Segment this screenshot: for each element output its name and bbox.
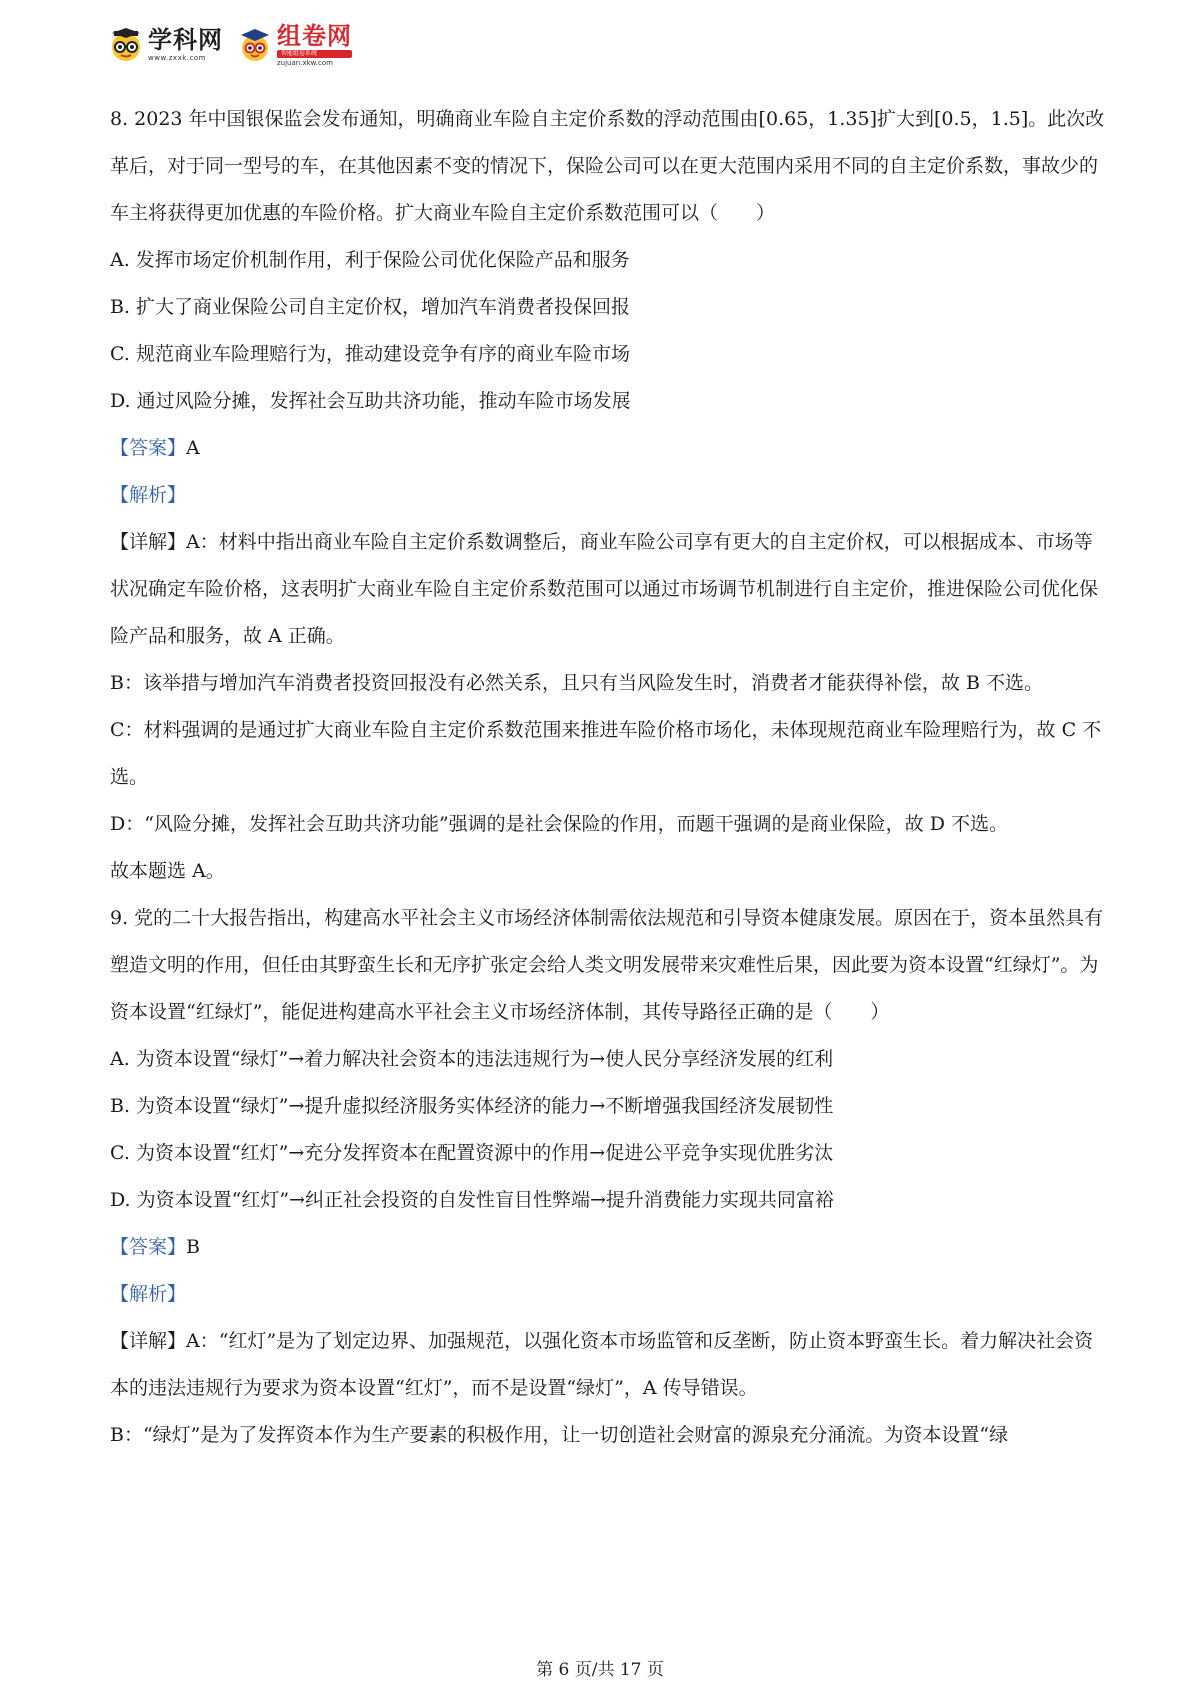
question-9-option-d: D. 为资本设置“红灯”→纠正社会投资的自发性盲目性弊端→提升消费能力实现共同富裕 — [110, 1189, 834, 1211]
question-8-conclusion: 故本题选 A。 — [110, 860, 225, 882]
answer-value: B — [186, 1236, 200, 1258]
detail-text: A：“红灯”是为了划定边界、加强规范，以强化资本市场监管和反垄断，防止资本野蛮生长。着力解决社会资本的违法违规行为要求为资本设置“红灯”，而不是设置“绿灯”，A 传导错误。 — [110, 1330, 1094, 1399]
question-8-option-b: B. 扩大了商业保险公司自主定价权，增加汽车消费者投保回报 — [110, 296, 631, 318]
question-8-detail-a — [110, 519, 1110, 660]
detail-text: A：材料中指出商业车险自主定价系数调整后，商业车险公司享有更大的自主定价权，可以根据成本、市场等状况确定车险价格，这表明扩大商业车险自主定价系数范围可以通过市场调节机制进行自主定价，推进保险公司优化保险产品和服务，故 A 正确。 — [110, 531, 1099, 647]
question-8-detail-d: D：“风险分摊，发挥社会互助共济功能”强调的是社会保险的作用，而题干强调的是商业保险，故 D 不选。 — [110, 813, 1008, 835]
zxxk-logo-url: www.zxxk.com — [148, 54, 206, 62]
zujuan-logo-url: zujuan.xkw.com — [277, 58, 333, 67]
mascot-icon — [108, 27, 144, 63]
document-body — [110, 96, 1110, 1459]
question-8-option-a: A. 发挥市场定价机制作用，利于保险公司优化保险产品和服务 — [110, 249, 630, 271]
question-9-option-c: C. 为资本设置“红灯”→充分发挥资本在配置资源中的作用→促进公平竞争实现优胜劣汰 — [110, 1142, 834, 1164]
header-logos — [108, 20, 352, 70]
detail-label: 【详解】 — [110, 1330, 187, 1352]
zujuan-logo — [237, 21, 352, 67]
question-9-stem: 9. 党的二十大报告指出，构建高水平社会主义市场经济体制需依法规范和引导资本健康发展。原因在于，资本虽然具有塑造文明的作用，但任由其野蛮生长和无序扩张定会给人类文明发展带来灾难性后果，因此要为资本设置“红绿灯”。为资本设置“红绿灯”，能促进构建高水平社会主义市场经济体制，其传导路径正确的是（ ） — [110, 907, 1104, 1023]
analysis-label: 【解析】 — [110, 484, 187, 506]
question-9-detail-a — [110, 1318, 1110, 1412]
question-8-option-d: D. 通过风险分摊，发挥社会互助共济功能，推动车险市场发展 — [110, 390, 631, 412]
question-8-detail-c: C：材料强调的是通过扩大商业车险自主定价系数范围来推进车险价格市场化，未体现规范商业车险理赔行为，故 C 不选。 — [110, 719, 1102, 788]
question-8-detail-b: B：该举措与增加汽车消费者投资回报没有必然关系，且只有当风险发生时，消费者才能获得补偿，故 B 不选。 — [110, 672, 1044, 694]
question-8-answer — [110, 425, 1110, 472]
zxxk-logo-name: 学科网 — [148, 26, 223, 54]
answer-label: 【答案】 — [110, 437, 187, 459]
question-9-answer — [110, 1224, 1110, 1271]
question-9-option-a: A. 为资本设置“绿灯”→着力解决社会资本的违法违规行为→使人民分享经济发展的红利 — [110, 1048, 834, 1070]
question-9-detail-b: B：“绿灯”是为了发挥资本作为生产要素的积极作用，让一切创造社会财富的源泉充分涌流。为资本设置“绿 — [110, 1424, 1009, 1446]
question-8-option-c: C. 规范商业车险理赔行为，推动建设竞争有序的商业车险市场 — [110, 343, 630, 365]
question-8-analysis-label — [110, 472, 1110, 519]
zujuan-logo-tag: 智能组卷系统 — [277, 50, 352, 58]
question-9-option-b: B. 为资本设置“绿灯”→提升虚拟经济服务实体经济的能力→不断增强我国经济发展韧性 — [110, 1095, 834, 1117]
question-8-stem: 8. 2023 年中国银保监会发布通知，明确商业车险自主定价系数的浮动范围由[0.65，1.35]扩大到[0.5，1.5]。此次改革后，对于同一型号的车，在其他因素不变的情况下，保险公司可以在更大范围内采用不同的自主定价系数，事故少的车主将获得更加优惠的车险价格。扩大商业车险自主定价系数范围可以（ ） — [110, 108, 1105, 224]
question-9-analysis-label — [110, 1271, 1110, 1318]
mascot-icon — [237, 27, 273, 63]
detail-label: 【详解】 — [110, 531, 187, 553]
zxxk-logo — [108, 27, 223, 63]
page-footer: 第 6 页/共 17 页 — [536, 1660, 664, 1680]
analysis-label: 【解析】 — [110, 1283, 187, 1305]
answer-value: A — [186, 437, 200, 459]
answer-label: 【答案】 — [110, 1236, 187, 1258]
zujuan-logo-name: 组卷网 — [277, 21, 352, 50]
